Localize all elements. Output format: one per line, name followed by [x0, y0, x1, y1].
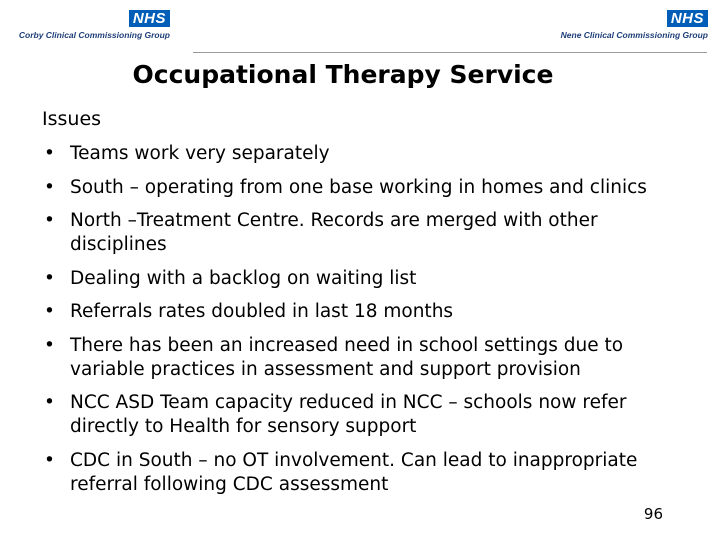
list-item	[42, 209, 682, 257]
nhs-badge: NHS	[129, 10, 170, 27]
header-divider	[193, 52, 707, 53]
corby-ccg-logo	[15, 10, 170, 40]
corby-ccg-name: Corby Clinical Commissioning Group	[18, 30, 170, 40]
bullet-icon: •	[44, 449, 55, 471]
nene-ccg-name: Nene Clinical Commissioning Group	[560, 30, 708, 40]
bullet-icon: •	[44, 143, 55, 164]
slide-title: Occupational Therapy Service	[132, 60, 554, 89]
list-item-text: South – operating from one base working in homes and clinics	[70, 176, 647, 198]
list-item	[42, 267, 682, 291]
bullet-icon: •	[44, 210, 55, 231]
list-item	[42, 300, 682, 324]
list-item-text: Dealing with a backlog on waiting list	[70, 267, 417, 289]
bullet-icon: •	[44, 267, 55, 289]
section-heading: Issues	[42, 108, 102, 130]
nene-ccg-logo	[528, 10, 708, 40]
issues-list	[42, 142, 682, 506]
list-item	[42, 391, 682, 439]
list-item-text: CDC in South – no OT involvement. Can lead to inappropriate referral following CDC assessment	[70, 449, 638, 495]
list-item-text: There has been an increased need in school settings due to variable practices in assessment and support provision	[70, 334, 624, 380]
list-item	[42, 334, 682, 382]
list-item-text: Teams work very separately	[70, 143, 330, 164]
bullet-icon: •	[44, 334, 55, 356]
bullet-icon: •	[44, 392, 55, 413]
list-item-text: NCC ASD Team capacity reduced in NCC – schools now refer directly to Health for sensory support	[70, 392, 627, 437]
list-item-text: Referrals rates doubled in last 18 months	[70, 301, 454, 322]
nhs-badge: NHS	[667, 10, 708, 27]
list-item	[42, 449, 682, 497]
list-item	[42, 176, 682, 200]
list-item	[42, 142, 682, 166]
bullet-icon: •	[44, 176, 55, 198]
page-number: 96	[643, 505, 663, 523]
bullet-icon: •	[44, 301, 55, 322]
list-item-text: North –Treatment Centre. Records are merged with other disciplines	[70, 210, 598, 255]
